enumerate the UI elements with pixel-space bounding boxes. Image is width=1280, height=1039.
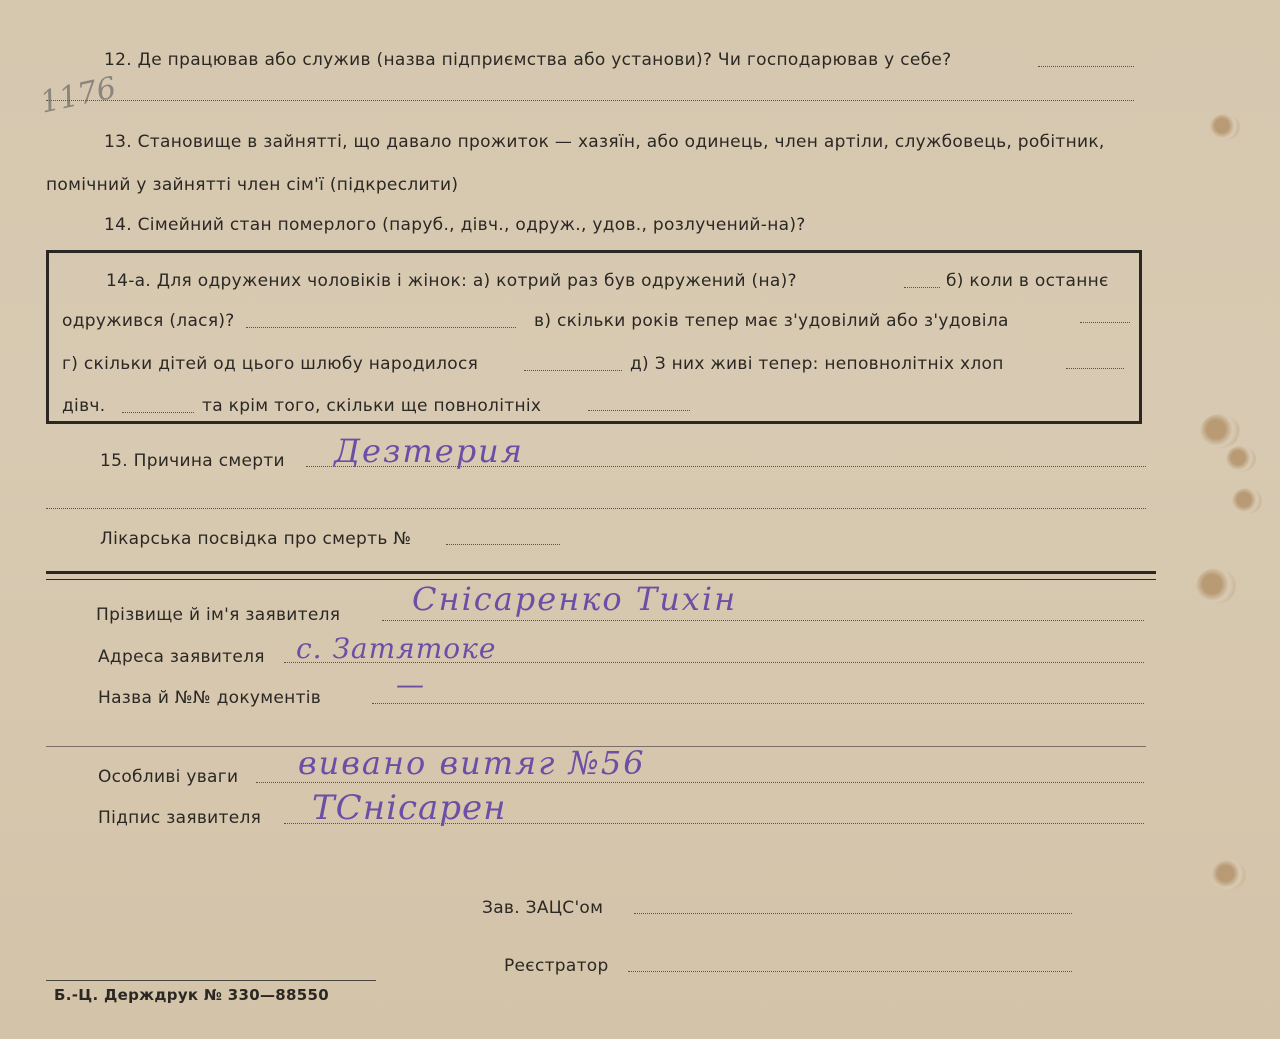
applicant-name-handwritten: Снісаренко Тихін xyxy=(412,580,738,618)
applicant-name-label: Прізвище й ім'я заявителя xyxy=(96,605,341,625)
q14-label: 14. Сімейний стан померлого (паруб., дівч., одруж., удов., розлучений-на)? xyxy=(104,215,806,235)
notes-label: Особливі уваги xyxy=(98,767,239,787)
q12-dots xyxy=(1038,66,1134,67)
binding-hole xyxy=(1196,568,1236,604)
binding-hole xyxy=(1232,488,1262,514)
registrar-signature-line xyxy=(628,971,1072,972)
q14a-line2b: в) скільки років тепер має з'удовілий або з'удовіла xyxy=(534,311,1009,331)
q14a-dots3 xyxy=(1080,322,1130,323)
printer-imprint: Б.-Ц. Держдрук № 330—88550 xyxy=(54,986,329,1004)
applicant-docs-handwritten: — xyxy=(396,668,424,701)
q14a-dots5 xyxy=(1066,368,1124,369)
applicant-address-handwritten: с. Затятоке xyxy=(296,632,497,665)
binding-hole xyxy=(1200,414,1240,448)
q14a-dots1 xyxy=(904,287,940,288)
applicant-signature: ТСнісарен xyxy=(312,788,507,828)
applicant-name-line xyxy=(382,620,1144,621)
q13-line2: помічний у зайнятті член сім'ї (підкреслити) xyxy=(46,175,459,195)
q15-label: 15. Причина смерти xyxy=(100,451,285,471)
q14a-line4b: та крім того, скільки ще повнолітніх xyxy=(202,396,542,416)
q14a-dots2 xyxy=(246,327,516,328)
binding-hole xyxy=(1210,114,1240,140)
signature-label: Підпис заявителя xyxy=(98,808,262,828)
binding-hole xyxy=(1212,860,1246,890)
q14a-line1a: 14-а. Для одружених чоловіків і жінок: а) котрий раз був одружений (на)? xyxy=(106,271,797,291)
head-label: Зав. ЗАЦС'ом xyxy=(482,898,604,918)
applicant-docs-label: Назва й №№ документів xyxy=(98,688,322,708)
q14a-line1b: б) коли в останнє xyxy=(946,271,1109,291)
medical-number-line xyxy=(446,544,560,545)
head-signature-line xyxy=(634,913,1072,914)
archive-number: 1176 xyxy=(37,70,120,121)
separator-top xyxy=(46,571,1156,574)
q14a-dots7 xyxy=(588,410,690,411)
registrar-label: Реєстратор xyxy=(504,956,609,976)
q14a-dots6 xyxy=(122,412,194,413)
q14a-dots4 xyxy=(524,370,622,371)
notes-handwritten: вивано витяг №56 xyxy=(298,744,646,782)
applicant-docs-line xyxy=(372,703,1144,704)
notes-line xyxy=(256,782,1144,783)
footer-rule xyxy=(46,980,376,981)
q12-answer-line xyxy=(46,100,1134,101)
q13-line1: 13. Становище в зайнятті, що давало прожиток — хазяїн, або одинець, член артіли, службовець, робітник, xyxy=(104,132,1105,152)
q14a-line3a: г) скільки дітей од цього шлюбу народилося xyxy=(62,354,479,374)
q15-handwritten-cause: Дезтерия xyxy=(334,432,524,470)
q14a-line4a: дівч. xyxy=(62,396,106,416)
binding-hole xyxy=(1226,446,1256,472)
q12-label: 12. Де працював або служив (назва підприємства або установи)? Чи господарював у себе? xyxy=(104,50,952,70)
applicant-address-label: Адреса заявителя xyxy=(98,647,265,667)
medical-label: Лікарська посвідка про смерть № xyxy=(100,529,412,549)
q15-second-line xyxy=(46,508,1146,509)
q14a-line2a: одружився (лася)? xyxy=(62,311,235,331)
q14a-line3b: д) З них живі тепер: неповнолітніх хлоп xyxy=(630,354,1004,374)
